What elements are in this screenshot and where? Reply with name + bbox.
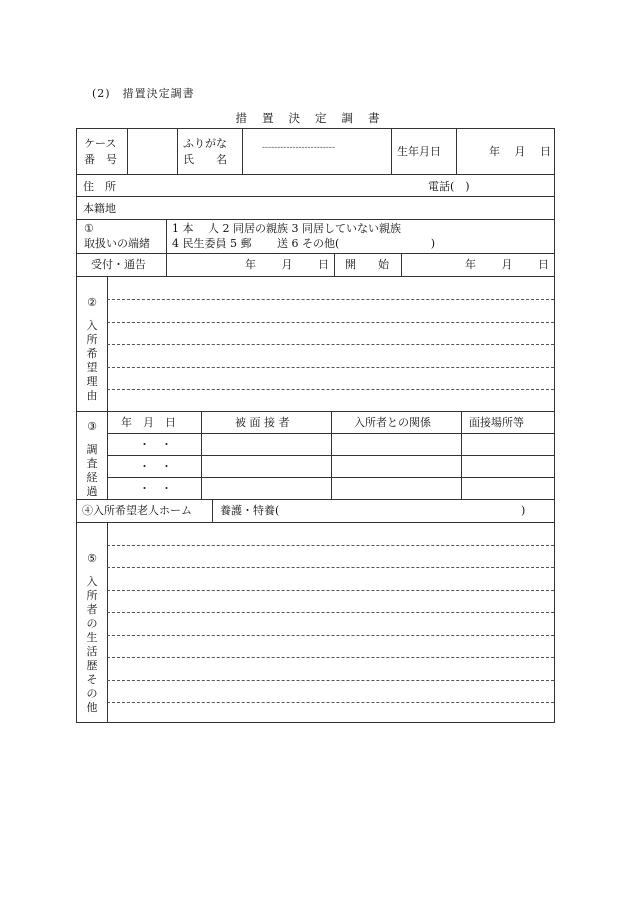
section5-char: 入 <box>86 575 98 588</box>
section5-char: 所 <box>86 589 98 602</box>
relationship-header: 入所者との関係 <box>354 416 431 429</box>
section2-number: ② <box>87 296 97 309</box>
case-number-label: 番 号 <box>84 153 117 166</box>
section3-number: ③ <box>87 420 97 433</box>
furigana-label: ふりがな <box>183 137 227 150</box>
birth-date-label: 生年月日 <box>397 145 441 158</box>
section5-char: 他 <box>86 701 98 714</box>
furigana-dashes[interactable]: ------------------------ <box>262 143 335 153</box>
section5-char: 活 <box>86 645 98 658</box>
section5-char: の <box>86 617 98 630</box>
section2-char: 入 <box>86 319 98 332</box>
section-label: (2) 措置決定調書 <box>92 87 195 100</box>
start-date-field[interactable]: 年 月 日 <box>465 258 549 271</box>
section2-char: 希 <box>86 347 98 360</box>
section3-char: 査 <box>86 457 98 470</box>
received-label: 受付・通告 <box>91 258 146 271</box>
desired-home-field[interactable]: 養護・特養( <box>220 504 280 517</box>
origin-number: ① <box>84 222 94 235</box>
origin-options-1[interactable]: 1 本 人 2 同居の親族 3 同居していない親族 <box>172 222 401 235</box>
section2-char: 由 <box>86 389 98 402</box>
section5-number: ⑤ <box>87 552 97 565</box>
origin-label: 取扱いの端緒 <box>84 237 150 250</box>
address-label: 住 所 <box>83 180 116 193</box>
section5-char: そ <box>86 673 98 686</box>
interviewee-header: 被 面 接 者 <box>235 416 290 429</box>
investigation-date-cell[interactable]: ・ ・ <box>139 482 172 495</box>
domicile-label: 本籍地 <box>83 202 116 215</box>
interview-place-header: 面接場所等 <box>469 416 524 429</box>
phone-label: 電話( ) <box>428 180 470 193</box>
investigation-date-cell[interactable]: ・ ・ <box>139 438 172 451</box>
birth-date-field[interactable]: 年 月 日 <box>489 145 551 158</box>
decision-form <box>76 128 555 723</box>
section3-char: 過 <box>86 485 98 498</box>
document-title: 措置決定調書 <box>235 111 395 125</box>
section5-char: 者 <box>86 603 98 616</box>
section5-char: の <box>86 687 98 700</box>
investigation-date-header: 年 月 日 <box>121 416 176 429</box>
investigation-date-cell[interactable]: ・ ・ <box>139 460 172 473</box>
section2-char: 所 <box>86 333 98 346</box>
desired-home-close: ) <box>521 504 526 517</box>
name-label: 氏 名 <box>183 153 227 166</box>
section3-char: 調 <box>86 443 98 456</box>
section2-char: 望 <box>86 361 98 374</box>
section5-char: 生 <box>86 631 98 644</box>
section3-char: 経 <box>86 471 98 484</box>
case-label: ケース <box>84 137 117 150</box>
received-date-field[interactable]: 年 月 日 <box>245 258 329 271</box>
desired-home-label: ④入所希望老人ホーム <box>82 504 192 517</box>
start-label: 開 始 <box>345 258 389 271</box>
origin-options-2[interactable]: 4 民生委員 5 郵 送 6 その他( ) <box>172 237 436 250</box>
section2-char: 理 <box>86 375 98 388</box>
section5-char: 歴 <box>86 659 98 672</box>
